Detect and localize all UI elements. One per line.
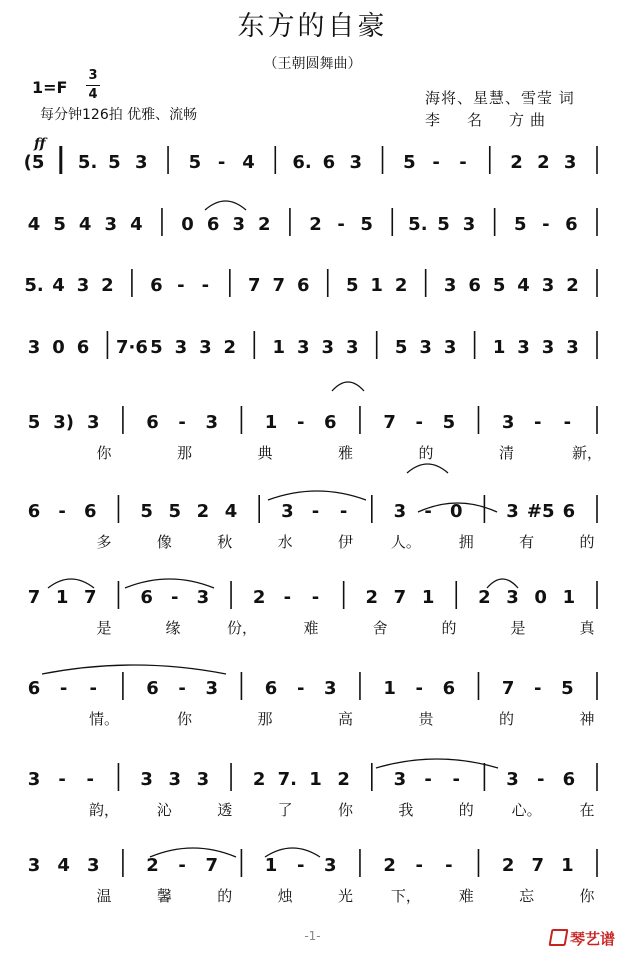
note: 3 — [462, 214, 476, 235]
note: 4 — [78, 214, 92, 235]
lyric-word: 那 — [176, 444, 193, 462]
note: 2 — [258, 214, 271, 235]
note: 0 — [534, 587, 547, 608]
note: 4 — [52, 275, 65, 296]
note: 5. — [77, 152, 98, 173]
note: 5 — [561, 678, 574, 699]
lyric-line — [96, 533, 594, 551]
notation-line — [28, 495, 597, 523]
lyricist-credit: 海将、星慧、雪莹 词 — [425, 89, 575, 107]
note: - — [296, 678, 305, 699]
note: 3 — [393, 501, 407, 522]
note: - — [311, 501, 320, 522]
note: 5 — [345, 275, 359, 296]
note: 1 — [492, 337, 506, 358]
note: - — [296, 412, 305, 433]
lyric-word: 新， — [571, 444, 603, 462]
note: 1 — [264, 855, 278, 876]
note: 3 — [232, 214, 245, 235]
lyric-word: 的 — [498, 710, 515, 728]
song-title: 东方的自豪 — [237, 11, 388, 42]
note: 3 — [86, 412, 100, 433]
note: - — [533, 678, 542, 699]
note: 6 — [84, 501, 97, 522]
note: 6 — [442, 678, 456, 699]
slur-arc — [268, 491, 366, 500]
note: 3 — [324, 855, 337, 876]
lyric-word: 缘 — [165, 619, 181, 637]
note: 3 — [205, 412, 219, 433]
lyric-word: 典 — [257, 444, 273, 462]
note: 7 — [272, 275, 286, 296]
lyric-word: 你 — [337, 801, 354, 819]
note: 2 — [394, 275, 408, 296]
note: 1 — [272, 337, 286, 358]
lyric-word: 温 — [96, 887, 112, 905]
note: 5 — [403, 152, 416, 173]
note: 3 — [349, 152, 362, 173]
note: 3 — [27, 855, 41, 876]
note: 4 — [57, 855, 70, 876]
meter-bottom: 4 — [88, 87, 98, 102]
lyric-line — [89, 801, 595, 819]
note: 5 — [492, 275, 506, 296]
note: #5 — [526, 501, 555, 522]
note: 7 — [383, 412, 396, 433]
note: - — [178, 412, 186, 433]
lyric-word: 舍 — [372, 619, 388, 637]
note: 3 — [345, 337, 359, 358]
note: 6 — [468, 275, 481, 296]
note: 6 — [140, 587, 153, 608]
note: - — [339, 501, 348, 522]
note: 6 — [27, 678, 41, 699]
note: 2 — [337, 769, 350, 790]
note: - — [452, 769, 460, 790]
note: 4 — [517, 275, 530, 296]
notation-line — [24, 146, 597, 174]
note: - — [58, 501, 66, 522]
note: 3 — [393, 769, 407, 790]
lyric-word: 忘 — [519, 887, 535, 905]
note: 3 — [86, 855, 100, 876]
lyric-word: 像 — [156, 533, 172, 551]
logo-icon — [549, 929, 569, 946]
note: 5 — [394, 337, 408, 358]
note: 5 — [150, 337, 163, 358]
note: 3 — [506, 501, 519, 522]
lyric-word: 有 — [519, 533, 535, 551]
lyric-line — [89, 710, 595, 728]
page-number: -1- — [304, 929, 321, 943]
note: 5 — [27, 412, 41, 433]
lyric-word: 是 — [96, 619, 112, 637]
note: 7 — [205, 855, 219, 876]
note: 5 — [53, 214, 66, 235]
note: 2 — [501, 855, 515, 876]
lyric-word: 情。 — [88, 710, 120, 728]
lyric-word: 在 — [579, 801, 595, 819]
note: 5 — [513, 214, 527, 235]
note: 3 — [324, 678, 337, 699]
note: 1 — [264, 412, 278, 433]
lyric-word: 光 — [337, 887, 354, 905]
note: 3 — [168, 769, 182, 790]
note: 7 — [84, 587, 97, 608]
note: 3 — [196, 769, 210, 790]
note: 4 — [130, 214, 143, 235]
note: 3 — [196, 587, 210, 608]
note: 2 — [309, 214, 322, 235]
note: 6 — [565, 214, 578, 235]
lyric-word: 神 — [579, 710, 595, 728]
note: 5 — [140, 501, 153, 522]
note: 7 — [248, 275, 261, 296]
lyric-word: 韵， — [88, 801, 120, 819]
note: 5 — [188, 152, 202, 173]
note: 5. — [408, 214, 428, 235]
note: 6 — [324, 412, 337, 433]
note: - — [201, 275, 210, 296]
note: 7 — [531, 855, 545, 876]
lyric-word: 沁 — [156, 801, 172, 819]
note: 3 — [140, 769, 153, 790]
lyric-word: 下， — [390, 887, 421, 905]
note: 7 — [501, 678, 515, 699]
note: 6 — [296, 275, 310, 296]
note: - — [424, 769, 432, 790]
note: 2 — [252, 587, 266, 608]
note: 6. — [292, 152, 312, 173]
note: - — [533, 412, 542, 433]
watermark-logo — [550, 928, 615, 949]
note: - — [415, 412, 423, 433]
note: 3 — [443, 337, 457, 358]
note: 2 — [252, 769, 266, 790]
lyric-word: 的 — [418, 444, 434, 462]
note: - — [59, 678, 68, 699]
lyric-word: 的 — [458, 801, 474, 819]
note: 5. — [24, 275, 44, 296]
lyric-word: 你 — [96, 444, 112, 462]
lyric-word: 水 — [277, 533, 293, 551]
note: - — [177, 275, 185, 296]
lyric-word: 拥 — [458, 533, 474, 551]
note: 3 — [443, 275, 457, 296]
note: 6 — [322, 152, 336, 173]
lyric-word: 的 — [579, 533, 595, 551]
note: 2 — [196, 501, 210, 522]
note: 3 — [281, 501, 294, 522]
note: - — [283, 587, 292, 608]
note: 5 — [360, 214, 373, 235]
note: 6 — [146, 678, 159, 699]
notation-line — [28, 208, 597, 236]
note: 3 — [563, 152, 577, 173]
note: - — [542, 214, 550, 235]
lyric-word: 多 — [96, 533, 112, 551]
note: 7. — [277, 769, 298, 790]
note: - — [536, 769, 545, 790]
lyric-word: 清 — [498, 444, 515, 462]
slur-arc — [150, 848, 236, 857]
note: 4 — [242, 152, 255, 173]
lyric-word: 秋 — [217, 533, 233, 551]
note: 5 — [108, 152, 121, 173]
note: 3 — [296, 337, 310, 358]
note: 6 — [150, 275, 163, 296]
note: 0 — [52, 337, 65, 358]
slur-arc — [205, 201, 246, 210]
lyric-word: 那 — [257, 710, 273, 728]
note: 6 — [76, 337, 90, 358]
note: 2 — [537, 152, 550, 173]
note: - — [178, 855, 186, 876]
note: 3 — [76, 275, 90, 296]
lyric-word: 你 — [176, 710, 193, 728]
key-signature: 1=F — [32, 78, 68, 97]
lyric-word: 难 — [458, 887, 474, 905]
note: 1 — [421, 587, 435, 608]
note: - — [89, 678, 98, 699]
score-lines — [24, 146, 602, 905]
note: 5 — [168, 501, 182, 522]
lyric-line — [96, 887, 595, 905]
note: 3 — [27, 769, 41, 790]
note: 2 — [383, 855, 396, 876]
note: 7 — [393, 587, 407, 608]
note: 3 — [541, 275, 555, 296]
meter-top: 3 — [88, 68, 98, 83]
note: 3 — [174, 337, 188, 358]
note: 3 — [27, 337, 41, 358]
note: 2 — [146, 855, 159, 876]
note: 6 — [562, 769, 576, 790]
lyric-line — [96, 444, 602, 462]
note: 6 — [264, 678, 278, 699]
tempo-marking: 每分钟126拍 优雅、流畅 — [40, 107, 198, 123]
note: 4 — [224, 501, 238, 522]
lyric-word: 了 — [277, 801, 293, 819]
slur-arc — [42, 665, 226, 674]
note: - — [337, 214, 345, 235]
note: 2 — [223, 337, 237, 358]
note: 6 — [206, 214, 220, 235]
dynamic-marking: ff — [34, 136, 46, 152]
slur-arc — [407, 464, 448, 473]
note: 3 — [541, 337, 555, 358]
note: 3 — [321, 337, 335, 358]
note: 1 — [55, 587, 69, 608]
note: 1 — [309, 769, 322, 790]
note: - — [171, 587, 179, 608]
note: - — [445, 855, 453, 876]
note: 2 — [510, 152, 523, 173]
notation-line — [28, 763, 597, 791]
note: - — [217, 152, 226, 173]
note: 1 — [562, 587, 576, 608]
composer-credit: 李 名 方曲 — [425, 111, 552, 129]
note: - — [58, 769, 66, 790]
note: - — [86, 769, 95, 790]
notation-line — [28, 331, 597, 359]
note: 3 — [566, 337, 579, 358]
lyric-word: 透 — [217, 801, 233, 819]
note: - — [432, 152, 440, 173]
notation-line — [28, 406, 597, 434]
notation-line — [28, 672, 597, 700]
note: 5 — [437, 214, 450, 235]
note: 3) — [53, 412, 75, 433]
note: 7·6 — [115, 337, 148, 358]
watermark-text: 琴艺谱 — [570, 930, 616, 948]
note: 3 — [506, 769, 519, 790]
note: 3 — [501, 412, 515, 433]
note: - — [311, 587, 320, 608]
note: 3 — [134, 152, 148, 173]
lyric-word: 馨 — [156, 887, 172, 905]
note: - — [424, 501, 432, 522]
note: - — [415, 678, 423, 699]
note: 2 — [101, 275, 114, 296]
note: 6 — [146, 412, 159, 433]
notation-line — [28, 581, 597, 609]
note: 3 — [517, 337, 530, 358]
lyric-word: 贵 — [418, 710, 434, 728]
note: 3 — [104, 214, 118, 235]
song-subtitle: （王朝圆舞曲） — [263, 56, 362, 72]
lyric-word: 的 — [441, 619, 457, 637]
note: (5 — [23, 152, 45, 173]
lyric-word: 伊 — [337, 533, 354, 551]
lyric-word: 我 — [398, 801, 414, 819]
note: 3 — [199, 337, 212, 358]
note: 0 — [449, 501, 463, 522]
note: 5 — [442, 412, 456, 433]
lyric-word: 你 — [579, 887, 595, 905]
note: 0 — [181, 214, 194, 235]
note: 7 — [27, 587, 41, 608]
lyric-word: 是 — [510, 619, 526, 637]
slur-arc — [332, 382, 364, 391]
note: 6 — [27, 501, 41, 522]
lyric-word: 真 — [579, 619, 595, 637]
note: - — [563, 412, 572, 433]
note: 1 — [561, 855, 574, 876]
slur-arc — [376, 759, 498, 768]
note: 2 — [365, 587, 379, 608]
lyric-word: 心。 — [511, 801, 542, 819]
note: 4 — [27, 214, 41, 235]
note: - — [178, 678, 186, 699]
note: 6 — [562, 501, 576, 522]
lyric-word: 的 — [217, 887, 233, 905]
note: 3 — [506, 587, 519, 608]
note: 2 — [478, 587, 491, 608]
lyric-word: 雅 — [337, 444, 354, 462]
lyric-word: 难 — [303, 619, 319, 637]
note: - — [459, 152, 467, 173]
lyric-word: 人。 — [390, 533, 421, 551]
note: - — [415, 855, 423, 876]
note: 1 — [370, 275, 383, 296]
lyric-line — [96, 619, 595, 637]
note: 2 — [566, 275, 579, 296]
note: 3 — [205, 678, 219, 699]
note: 3 — [419, 337, 432, 358]
lyric-word: 份， — [226, 619, 258, 637]
note: - — [296, 855, 305, 876]
notation-line — [24, 269, 597, 297]
lyric-word: 高 — [337, 710, 354, 728]
note: 1 — [383, 678, 396, 699]
lyric-word: 烛 — [277, 887, 293, 905]
